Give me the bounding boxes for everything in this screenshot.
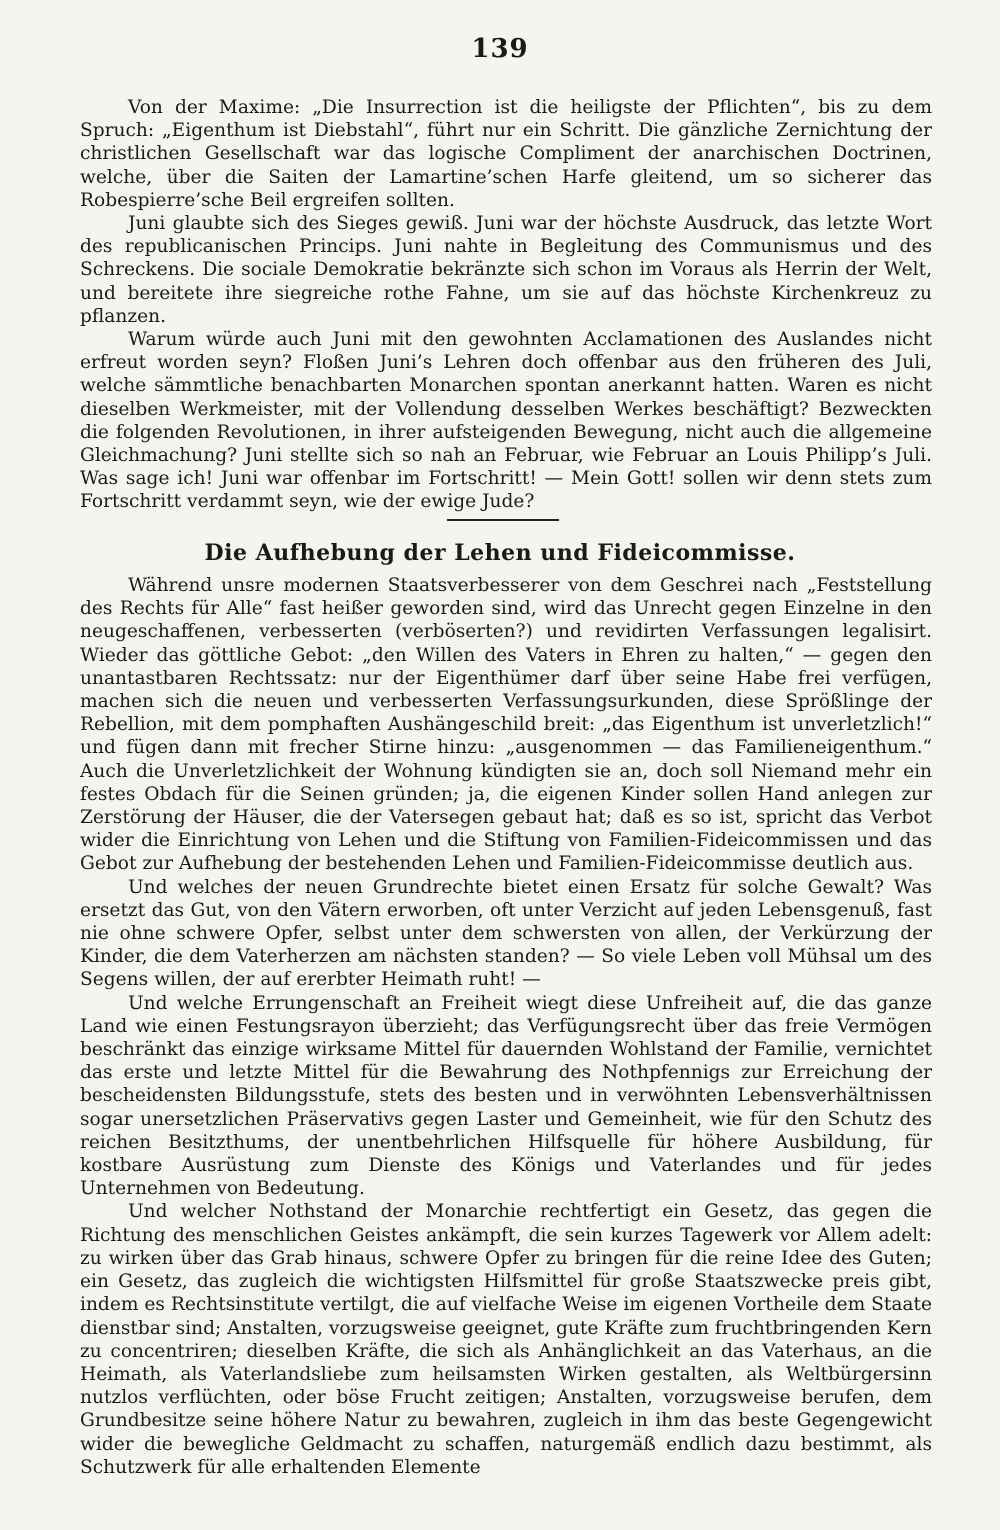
paragraph: Während unsre modernen Staatsverbesserer von dem Geschrei nach „Feststellung des Rechts für Alle“ fast heißer geworden sind, wird das Unrecht gegen Einzelne in den neugeschaffenen, verbesserten (verböserten?) und revidirten Verfassungen legalisirt. Wieder das göttliche Gebot: „den Willen des Vaters in Ehren zu halten,“ — gegen den unantastbaren Rechtssatz: nur der Eigenthümer darf über seine Habe frei verfügen, machen sich die neuen und verbesserten Verfassungsurkunden, diese Sprößlinge der Rebellion, mit dem pomphaften Aushängeschild breit: „das Eigenthum ist unverletzlich!“ und fügen dann mit frecher Stirne hinzu: „ausgenommen — das Familieneigenthum.“ Auch die Unverletzlichkeit der Wohnung kündigten sie an, doch soll Niemand mehr ein festes Obdach für die Seinen gründen; ja, die eigenen Kinder sollen Hand anlegen zur Zerstörung der Häuser, die der Vatersegen gebaut hat; daß es so ist, spricht das Verbot wider die Einrichtung von Lehen und die Stiftung von Familien-Fideicommissen und das Gebot zur Aufhebung der bestehenden Lehen und Familien-Fideicommisse deutlich aus. <box>80 575 932 875</box>
paragraph: Und welches der neuen Grundrechte bietet einen Ersatz für solche Gewalt? Was ersetzt das Gut, von den Vätern erworben, oft unter Verzicht auf jeden Lebensgenuß, fast nie ohne schwere Opfer, selbst unter dem schwersten von allen, der Verkürzung der Kinder, die dem Vaterherzen am nächsten standen? — So viele Leben voll Mühsal um des Segens willen, der auf ererbter Heimath ruht! — <box>80 876 932 991</box>
paragraph: Warum würde auch Juni mit den gewohnten Acclamationen des Auslandes nicht erfreut worden seyn? Floßen Juni’s Lehren doch offenbar aus den früheren des Juli, welche sämmtliche benachbarten Monarchen spontan anerkannt hatten. Waren es nicht dieselben Werkmeister, mit der Vollendung desselben Werkes beschäftigt? Bezweckten die folgenden Revolutionen, in ihrer aufsteigenden Bewegung, nicht auch die allgemeine Gleichmachung? Juni stellte sich so nah an Februar, wie Februar an Louis Philipp’s Juli. Was sage ich! Juni war offenbar im Fortschritt! — Mein Gott! sollen wir denn stets zum Fortschritt verdammt seyn, wie der ewige Jude? <box>80 329 932 513</box>
paragraph: Und welche Errungenschaft an Freiheit wiegt diese Unfreiheit auf, die das ganze Land wie einen Festungsrayon überzieht; das Verfügungsrecht über das freie Vermögen beschränkt das einzige wirksame Mittel für dauernden Wohlstand der Familie, vernichtet das erste und letzte Mittel für die Bewahrung des Nothpfennigs zur Erreichung der bescheidensten Bildungsstufe, stets des besten und in verwöhnten Lebensverhältnissen sogar unersetzlichen Präservativs gegen Laster und Gemeinheit, wie für den Schutz des reichen Besitzthums, der unentbehrlichen Hilfsquelle für höhere Ausbildung, für kostbare Ausrüstung zum Dienste des Königs und Vaterlandes und für jedes Unternehmen von Bedeutung. <box>80 992 932 1200</box>
paragraph: Und welcher Nothstand der Monarchie rechtfertigt ein Gesetz, das gegen die Richtung des menschlichen Geistes ankämpft, die sein kurzes Tagewerk vor Allem adelt: zu wirken über das Grab hinaus, schwere Opfer zu bringen für die reine Idee des Guten; ein Gesetz, das zugleich die wichtigsten Hilfsmittel für große Staatszwecke preis gibt, indem es Rechtsinstitute vertilgt, die auf vielfache Weise im eigenen Vortheile dem Staate dienstbar sind; Anstalten, vorzugsweise geeignet, gute Kräfte zum fruchtbringenden Kern zu concentriren; dieselben Kräfte, die sich als Anhänglichkeit an das Vaterhaus, an die Heimath, als Vaterlandsliebe zum heilsamsten Wirken gestalten, als Weltbürgersinn nutzlos verflüchten, oder böse Frucht zeitigen; Anstalten, vorzugsweise berufen, dem Grundbesitze seine höhere Natur zu bewahren, zugleich in ihm das beste Gegengewicht wider die bewegliche Geldmacht zu schaffen, naturgemäß endlich dazu bestimmt, als Schutzwerk für alle erhaltenden Elemente <box>80 1201 933 1478</box>
paragraph: Juni glaubte sich des Sieges gewiß. Juni war der höchste Ausdruck, das letzte Wort des republicanischen Princips. Juni nahte in Begleitung des Communismus und des Schreckens. Die sociale Demokratie bekränzte sich schon im Voraus als Herrin der Welt, und bereitete ihre siegreiche rothe Fahne, um sie auf das höchste Kirchenkreuz zu pflanzen. <box>80 213 932 327</box>
section-heading: Die Aufhebung der Lehen und Fideicommisse. <box>204 540 796 566</box>
section-2-body <box>80 574 932 1479</box>
page-number: 139 <box>471 34 529 64</box>
section-divider <box>447 519 559 521</box>
section-1-body <box>80 96 932 514</box>
paragraph: Von der Maxime: „Die Insurrection ist die heiligste der Pflichten“, bis zu dem Spruch: „Eigenthum ist Diebstahl“, führt nur ein Schritt. Die gänzliche Zernichtung der christlichen Gesellschaft war das logische Compliment der anarchischen Doctrinen, welche, über die Saiten der Lamartine’schen Harfe gleitend, um so sicherer das Robespierre’sche Beil ergreifen sollten. <box>80 97 932 211</box>
